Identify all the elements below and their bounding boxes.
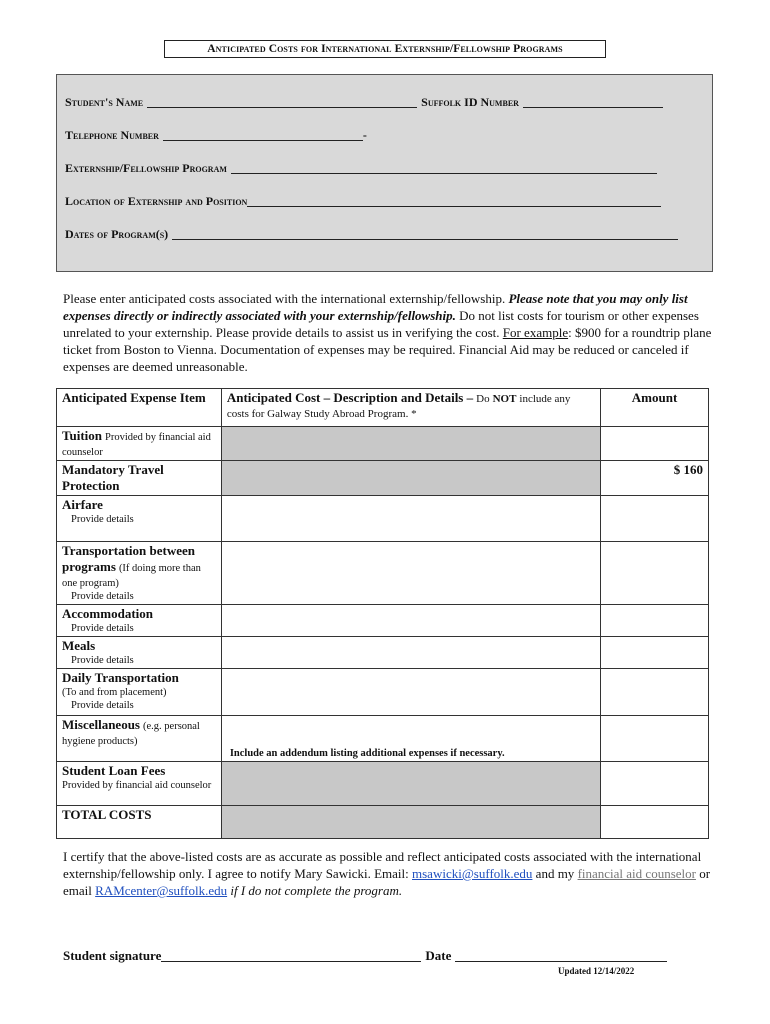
table-row bbox=[57, 427, 709, 461]
row-description-cell[interactable] bbox=[221, 542, 600, 605]
header-item-label: Anticipated Expense Item bbox=[62, 390, 206, 405]
row-item-label: Miscellaneous bbox=[62, 717, 140, 732]
dates-field[interactable] bbox=[172, 238, 678, 240]
signature-label: Student signature bbox=[63, 948, 162, 963]
intro-part4: : $900 for a roundtrip plane ticket from Boston to Vienna. Documentation of expenses may be required. Financial Aid may be reduced or canceled if expenses are deemed unreasonable. bbox=[63, 325, 712, 374]
date-label: Date bbox=[425, 948, 452, 963]
program-row bbox=[65, 161, 661, 176]
location-row bbox=[65, 194, 665, 209]
suffolk-id-field[interactable] bbox=[523, 106, 663, 108]
telephone-field[interactable] bbox=[163, 139, 363, 141]
student-info-box bbox=[56, 74, 713, 272]
row-item-note: (If doing more than one program) bbox=[62, 563, 201, 589]
program-field[interactable] bbox=[231, 172, 657, 174]
email-link-ramcenter[interactable]: RAMcenter@suffolk.edu bbox=[95, 883, 228, 898]
form-title-text: Anticipated Costs for International Externship/Fellowship Programs bbox=[207, 43, 563, 55]
certify-text4: if I do not complete the program. bbox=[230, 883, 403, 898]
row-amount-cell[interactable] bbox=[601, 716, 709, 762]
header-desc-bold: Anticipated Cost – Description and Details – bbox=[226, 390, 474, 405]
signature-row bbox=[63, 948, 671, 964]
row-amount-cell[interactable] bbox=[601, 669, 709, 716]
program-label: Externship/Fellowship Program bbox=[65, 161, 227, 175]
row-item-note: (e.g. personal hygiene products) bbox=[62, 721, 200, 747]
row-item-cell bbox=[57, 806, 222, 839]
row-item-detail: Provide details bbox=[71, 514, 134, 525]
intro-example-label: For example bbox=[502, 325, 569, 340]
row-item-label: Airfare bbox=[62, 497, 103, 512]
row-item-cell bbox=[57, 669, 222, 716]
addendum-note: Include an addendum listing additional expenses if necessary. bbox=[229, 748, 505, 759]
table-row-total bbox=[57, 806, 709, 839]
header-item bbox=[57, 389, 222, 427]
signature-field[interactable] bbox=[161, 960, 421, 962]
certify-text1: I certify that the above-listed costs are as accurate as possible and reflect anticipated costs associated with the international externship/fellowship only. I agree to notify Mary Sawicki. Email: bbox=[63, 849, 702, 881]
row-amount-cell[interactable] bbox=[601, 637, 709, 669]
header-description bbox=[221, 389, 600, 427]
updated-date: Updated 12/14/2022 bbox=[558, 966, 635, 976]
row-description-cell[interactable] bbox=[221, 605, 600, 637]
table-row bbox=[57, 605, 709, 637]
intro-part1: Please enter anticipated costs associated with the international externship/fellowship. bbox=[63, 291, 506, 306]
intro-paragraph bbox=[63, 290, 713, 375]
row-item-detail: Provide details bbox=[71, 623, 134, 634]
row-amount-cell[interactable] bbox=[601, 427, 709, 461]
table-row bbox=[57, 762, 709, 806]
row-item-label: Meals bbox=[62, 638, 96, 653]
date-field[interactable] bbox=[455, 960, 667, 962]
row-item-cell bbox=[57, 461, 222, 496]
suffolk-id-label: Suffolk ID Number bbox=[421, 95, 519, 109]
table-row bbox=[57, 461, 709, 496]
location-field[interactable] bbox=[247, 205, 661, 207]
student-name-field[interactable] bbox=[147, 106, 417, 108]
row-item-label: Student Loan Fees bbox=[62, 763, 166, 778]
financial-aid-counselor-link[interactable]: financial aid counselor bbox=[577, 866, 696, 881]
row-description-cell[interactable] bbox=[221, 669, 600, 716]
row-item-label: Mandatory Travel Protection bbox=[62, 462, 164, 493]
row-description-cell[interactable] bbox=[221, 496, 600, 542]
location-label: Location of Externship and Position bbox=[65, 194, 248, 208]
row-item-cell bbox=[57, 637, 222, 669]
header-desc-not: NOT bbox=[492, 393, 517, 405]
costs-table bbox=[56, 388, 709, 839]
row-description-cell bbox=[221, 461, 600, 496]
row-amount-cell[interactable] bbox=[601, 461, 709, 496]
intro-part3: Do not list costs for tourism or other expenses unrelated to your externship. Please provide details to assist us in verifying the cost. bbox=[63, 308, 699, 340]
telephone-suffix: - bbox=[362, 128, 367, 142]
telephone-row bbox=[65, 128, 367, 143]
row-item-cell bbox=[57, 762, 222, 806]
telephone-label: Telephone Number bbox=[65, 128, 159, 142]
intro-note: Please note that you may only list expenses directly or indirectly associated with your externship/fellowship. bbox=[63, 291, 688, 323]
certify-text2: and my bbox=[535, 866, 575, 881]
form-title bbox=[164, 40, 606, 58]
student-name-label: Student's Name bbox=[65, 95, 144, 109]
row-description-cell bbox=[221, 806, 600, 839]
row-amount-cell[interactable] bbox=[601, 762, 709, 806]
row-item-note: (To and from placement) bbox=[62, 687, 167, 698]
table-row bbox=[57, 669, 709, 716]
row-description-cell[interactable] bbox=[221, 716, 600, 762]
row-amount-value: $ 160 bbox=[673, 462, 703, 477]
table-row bbox=[57, 637, 709, 669]
row-item-label: Daily Transportation bbox=[62, 670, 179, 685]
row-item-cell bbox=[57, 427, 222, 461]
row-amount-cell[interactable] bbox=[601, 542, 709, 605]
header-amount bbox=[601, 389, 709, 427]
row-item-cell bbox=[57, 542, 222, 605]
row-description-cell bbox=[221, 762, 600, 806]
header-amount-label: Amount bbox=[631, 390, 678, 405]
row-item-note: Provided by financial aid counselor bbox=[62, 780, 212, 791]
dates-row bbox=[65, 227, 682, 242]
email-link-msawicki[interactable]: msawicki@suffolk.edu bbox=[412, 866, 533, 881]
table-row bbox=[57, 716, 709, 762]
dates-label: Dates of Program(s) bbox=[65, 227, 169, 241]
row-description-cell[interactable] bbox=[221, 637, 600, 669]
row-amount-cell[interactable] bbox=[601, 605, 709, 637]
row-item-cell bbox=[57, 716, 222, 762]
total-label: TOTAL COSTS bbox=[62, 807, 152, 822]
table-row bbox=[57, 496, 709, 542]
row-item-label: Tuition bbox=[62, 428, 102, 443]
row-item-cell bbox=[57, 605, 222, 637]
row-item-detail: Provide details bbox=[71, 591, 134, 602]
table-row bbox=[57, 542, 709, 605]
certification-paragraph bbox=[63, 848, 713, 899]
student-name-row bbox=[65, 95, 667, 110]
total-amount-cell[interactable] bbox=[601, 806, 709, 839]
row-item-label: Transportation between programs bbox=[62, 543, 196, 574]
row-item-note: Provided by financial aid counselor bbox=[62, 432, 211, 458]
header-desc-rest: include any costs for Galway Study Abroad Program. * bbox=[226, 393, 571, 420]
row-amount-cell[interactable] bbox=[601, 496, 709, 542]
row-description-cell bbox=[221, 427, 600, 461]
row-item-cell bbox=[57, 496, 222, 542]
table-header-row bbox=[57, 389, 709, 427]
row-item-detail: Provide details bbox=[71, 655, 134, 666]
row-item-label: Accommodation bbox=[62, 606, 153, 621]
certify-text3: or email bbox=[63, 866, 711, 898]
header-desc-do: Do bbox=[476, 393, 490, 405]
row-item-detail: Provide details bbox=[71, 700, 134, 711]
